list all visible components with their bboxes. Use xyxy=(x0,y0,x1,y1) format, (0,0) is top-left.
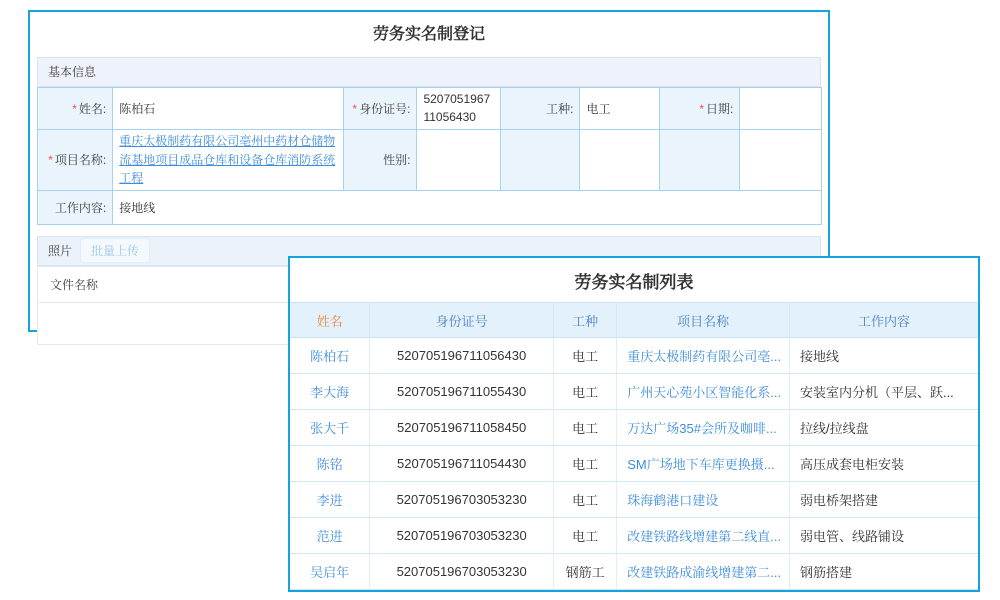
job-type-field[interactable]: 电工 xyxy=(580,88,660,130)
name-label: * 姓名: xyxy=(38,88,113,130)
row-name-link[interactable]: 范进 xyxy=(290,518,370,554)
row-name-link[interactable]: 张大千 xyxy=(290,410,370,446)
list-header-row xyxy=(290,303,978,338)
batch-upload-button[interactable]: 批量上传 xyxy=(80,238,150,263)
row-name-link[interactable]: 李进 xyxy=(290,482,370,518)
project-name-link[interactable]: 重庆太极制药有限公司亳州中药材仓储物流基地项目成品仓库和设备仓库消防系统工程 xyxy=(119,134,336,186)
row-id: 520705196711056430 xyxy=(370,338,554,374)
job-type-label: 工种: xyxy=(500,88,580,130)
gender-label: 性别: xyxy=(343,130,417,191)
row-project-link[interactable]: 广州天心苑小区智能化系... xyxy=(617,374,790,410)
row-id: 520705196711058450 xyxy=(370,410,554,446)
gender-field[interactable] xyxy=(417,130,500,191)
row-name-link[interactable]: 陈柏石 xyxy=(290,338,370,374)
row-project-link[interactable]: 改建铁路成渝线增建第二... xyxy=(617,554,790,590)
row-job: 电工 xyxy=(553,410,616,446)
date-field[interactable] xyxy=(740,88,822,130)
table-row xyxy=(290,446,978,482)
labor-list-table xyxy=(290,302,978,590)
work-content-label: 工作内容: xyxy=(38,190,113,224)
required-marker: * xyxy=(48,153,53,168)
row-id: 520705196703053230 xyxy=(370,482,554,518)
basic-info-section-header xyxy=(37,57,821,87)
table-row xyxy=(290,518,978,554)
id-number-label: * 身份证号: xyxy=(343,88,417,130)
column-header-id[interactable]: 身份证号 xyxy=(370,303,554,338)
date-label: * 日期: xyxy=(660,88,740,130)
row-project-link[interactable]: 改建铁路线增建第二线直... xyxy=(617,518,790,554)
row-project-link[interactable]: 重庆太极制药有限公司亳... xyxy=(617,338,790,374)
empty-label-cell xyxy=(500,130,580,191)
column-header-name[interactable]: 姓名 xyxy=(290,303,370,338)
row-work: 接地线 xyxy=(789,338,978,374)
required-marker: * xyxy=(699,102,705,116)
row-id: 520705196703053230 xyxy=(370,554,554,590)
row-project-link[interactable]: 万达广场35#会所及咖啡... xyxy=(617,410,790,446)
photo-label: 照片 xyxy=(48,243,73,258)
row-work: 拉线/拉线盘 xyxy=(789,410,978,446)
work-content-field[interactable]: 接地线 xyxy=(113,190,822,224)
row-job: 钢筋工 xyxy=(553,554,616,590)
row-name-link[interactable]: 吴启年 xyxy=(290,554,370,590)
registration-form xyxy=(37,87,822,225)
file-name-column-header: 文件名称 xyxy=(38,266,370,302)
row-work: 弱电管、线路铺设 xyxy=(789,518,978,554)
required-marker: * xyxy=(72,102,77,116)
required-marker: * xyxy=(352,102,358,116)
column-header-project[interactable]: 项目名称 xyxy=(617,303,790,338)
row-name-link[interactable]: 陈铭 xyxy=(290,446,370,482)
table-row xyxy=(290,410,978,446)
name-field[interactable]: 陈柏石 xyxy=(113,88,344,130)
empty-value-cell xyxy=(740,130,822,191)
row-id: 520705196711055430 xyxy=(370,374,554,410)
table-row xyxy=(290,338,978,374)
project-name-field xyxy=(113,130,344,191)
list-panel xyxy=(288,256,980,592)
registration-title: 劳务实名制登记 xyxy=(372,26,485,43)
empty-label-cell xyxy=(660,130,740,191)
row-id: 520705196703053230 xyxy=(370,518,554,554)
row-project-link[interactable]: 珠海鹤港口建设 xyxy=(617,482,790,518)
list-title: 劳务实名制列表 xyxy=(574,273,694,292)
row-job: 电工 xyxy=(553,482,616,518)
row-project-link[interactable]: SM广场地下车库更换摄... xyxy=(617,446,790,482)
table-row xyxy=(290,482,978,518)
row-job: 电工 xyxy=(553,338,616,374)
basic-info-label: 基本信息 xyxy=(48,65,97,79)
row-work: 钢筋搭建 xyxy=(789,554,978,590)
row-job: 电工 xyxy=(553,518,616,554)
column-header-job[interactable]: 工种 xyxy=(553,303,616,338)
row-work: 弱电桥架搭建 xyxy=(789,482,978,518)
empty-value-cell xyxy=(580,130,660,191)
column-header-work[interactable]: 工作内容 xyxy=(789,303,978,338)
row-job: 电工 xyxy=(553,374,616,410)
row-name-link[interactable]: 李大海 xyxy=(290,374,370,410)
table-row xyxy=(290,374,978,410)
row-work: 高压成套电柜安装 xyxy=(789,446,978,482)
row-job: 电工 xyxy=(553,446,616,482)
table-row xyxy=(290,554,978,590)
row-work: 安装室内分机（平层、跃... xyxy=(789,374,978,410)
project-name-label: * 项目名称: xyxy=(38,130,113,191)
row-id: 520705196711054430 xyxy=(370,446,554,482)
id-number-field[interactable]: 520705196711056430 xyxy=(417,88,500,130)
